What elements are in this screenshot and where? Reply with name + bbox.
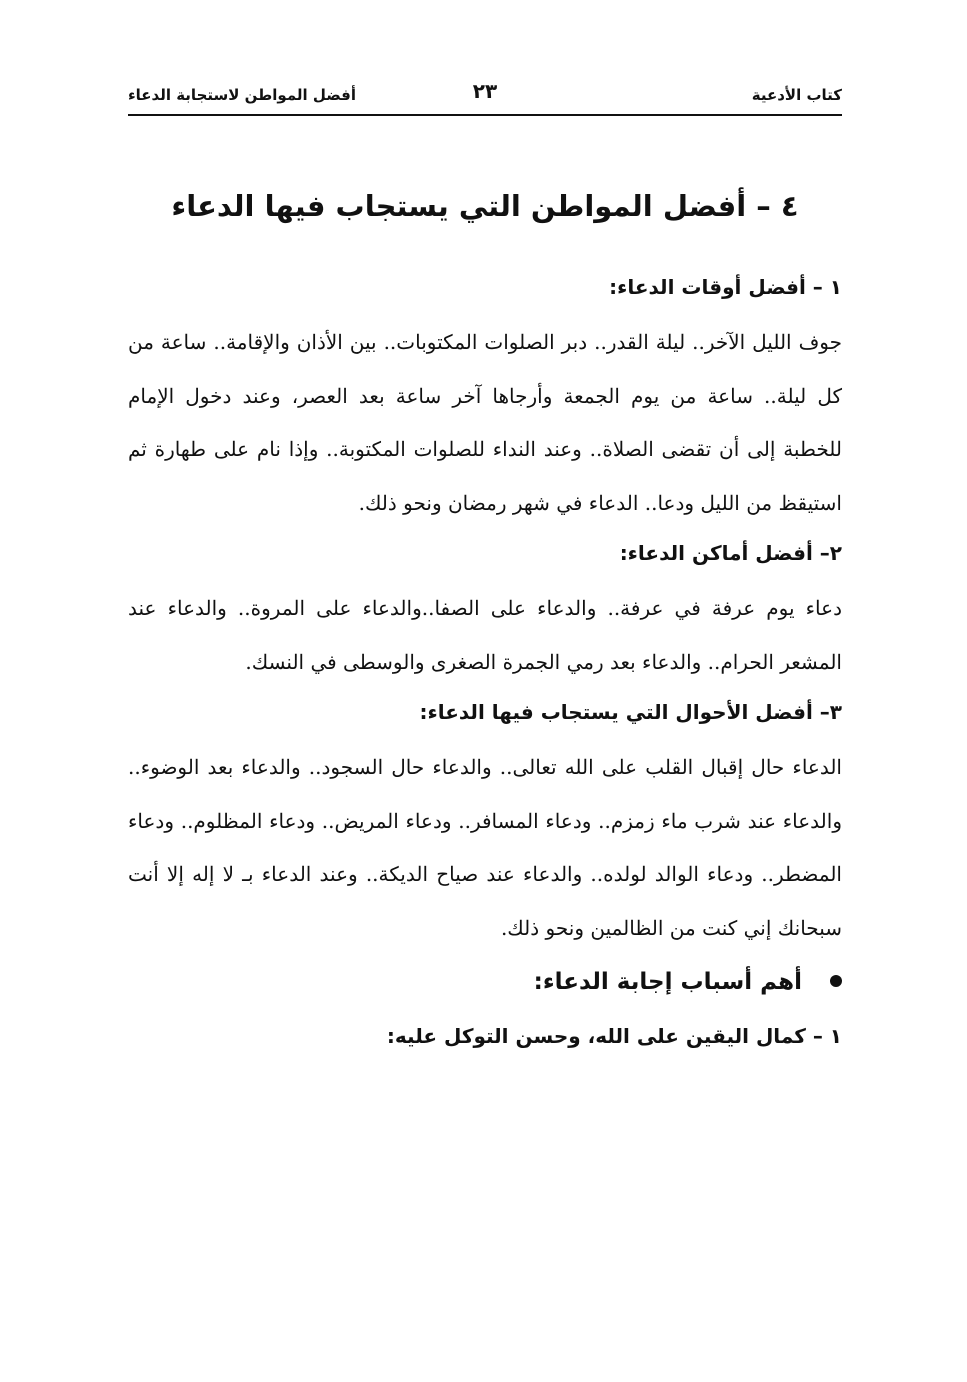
section-states: [128, 691, 842, 955]
bullet-heading-text: أهم أسباب إجابة الدعاء:: [533, 969, 802, 995]
section-times: [128, 266, 842, 530]
section-body: دعاء يوم عرفة في عرفة.. والدعاء على الصفا..والدعاء على المروة.. والدعاء عند المشعر الحرام.. والدعاء بعد رمي الجمرة الصغرى والوسطى في النسك.: [128, 596, 842, 674]
running-header: [128, 78, 842, 116]
section-heading: ٣– أفضل الأحوال التي يستجاب فيها الدعاء:: [419, 700, 842, 724]
page-content: [128, 178, 842, 1061]
section-heading: ٢– أفضل أماكن الدعاء:: [619, 541, 842, 565]
section-body: الدعاء حال إقبال القلب على الله تعالى.. والدعاء حال السجود.. والدعاء بعد الوضوء.. والدعاء عند شرب ماء زمزم.. ودعاء المسافر.. ودعاء المريض.. ودعاء المظلوم.. ودعاء المضطر.. ودعاء الوالد لولده.. والدعاء عند صياح الديكة.. وعند الدعاء بـ لا إله إلا أنت سبحانك إني كنت من الظالمين ونحو ذلك.: [128, 755, 842, 940]
section-heading: ١ – أفضل أوقات الدعاء:: [609, 275, 842, 299]
header-chapter-short: أفضل المواطن لاستجابة الدعاء: [128, 86, 357, 104]
bullet-heading: [128, 957, 842, 1007]
chapter-title: ٤ – أفضل المواطن التي يستجاب فيها الدعاء: [171, 189, 799, 223]
section-places: [128, 532, 842, 689]
header-book-title: كتاب الأدعية: [751, 86, 842, 104]
bullet-dot-icon: [830, 975, 842, 987]
header-page-number: ٢٣: [472, 79, 498, 103]
section-body: جوف الليل الآخر.. ليلة القدر.. دبر الصلوات المكتوبات.. بين الأذان والإقامة.. ساعة من كل ليلة.. ساعة من يوم الجمعة وأرجاها آخر ساعة بعد العصر، وعند دخول الإمام للخطبة إلى أن تقضى الصلاة.. وعند النداء للصلوات المكتوبة.. وإذا نام على طهارة ثم استيقظ من الليل ودعا.. الدعاء في شهر رمضان ونحو ذلك.: [128, 330, 842, 515]
sub-heading: ١ – كمال اليقين على الله، وحسن التوكل عليه:: [386, 1024, 842, 1048]
